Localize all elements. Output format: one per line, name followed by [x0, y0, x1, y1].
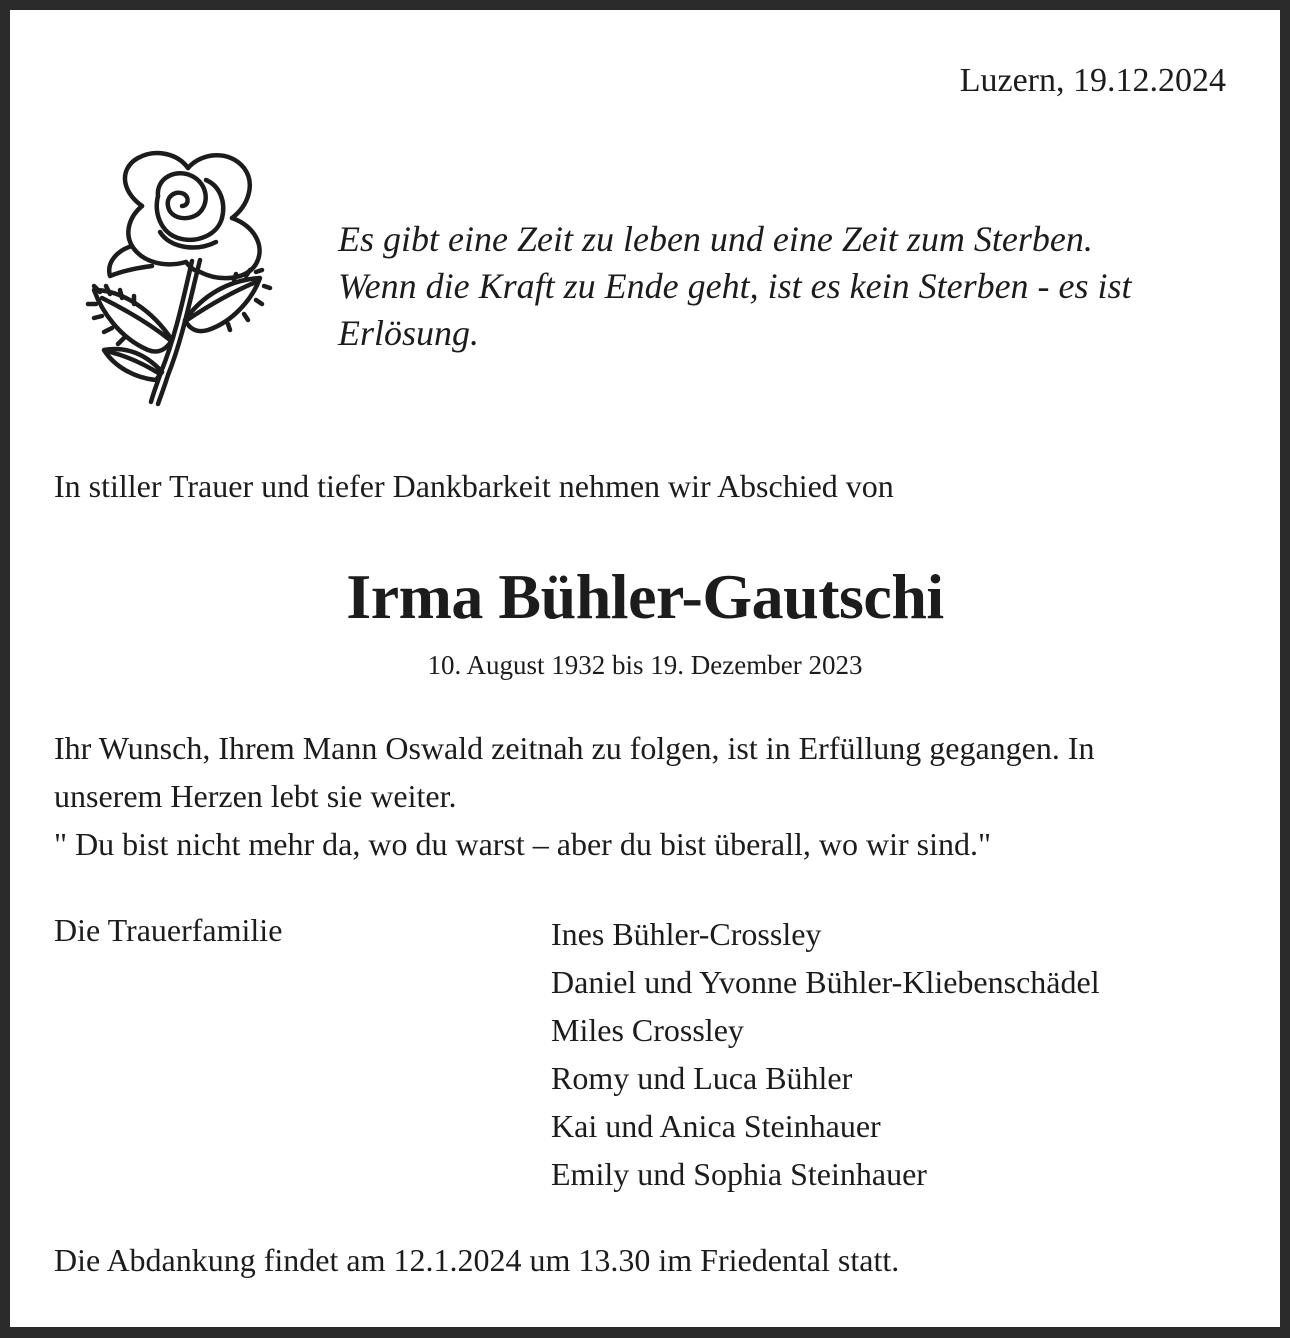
motto-quote: [338, 216, 1132, 357]
rose-icon: [60, 140, 295, 410]
motto-line: Erlösung.: [338, 313, 480, 353]
family-label: Die Trauerfamilie: [54, 912, 283, 948]
message-line: Ihr Wunsch, Ihrem Mann Oswald zeitnah zu folgen, ist in Erfüllung gegangen. In: [54, 730, 1095, 766]
message-line: unserem Herzen lebt sie weiter.: [54, 778, 457, 814]
family-member: Romy und Luca Bühler: [551, 1060, 853, 1096]
intro-text: In stiller Trauer und tiefer Dankbarkeit nehmen wir Abschied von: [54, 468, 894, 504]
family-member: Kai und Anica Steinhauer: [551, 1108, 881, 1144]
family-member: Emily und Sophia Steinhauer: [551, 1156, 927, 1192]
motto-line: Wenn die Kraft zu Ende geht, ist es kein Sterben - es ist: [338, 266, 1132, 306]
memorial-message: [54, 724, 1095, 868]
motto-line: Es gibt eine Zeit zu leben und eine Zeit zum Sterben.: [338, 219, 1093, 259]
family-member: Daniel und Yvonne Bühler-Kliebenschädel: [551, 964, 1100, 1000]
ceremony-info: Die Abdankung findet am 12.1.2024 um 13.30 im Friedental statt.: [54, 1242, 900, 1278]
place-date: Luzern, 19.12.2024: [959, 62, 1226, 99]
life-dates: 10. August 1932 bis 19. Dezember 2023: [427, 650, 863, 680]
message-line: " Du bist nicht mehr da, wo du warst – aber du bist überall, wo wir sind.": [54, 826, 992, 862]
family-members-list: [551, 910, 1100, 1198]
family-member: Ines Bühler-Crossley: [551, 916, 822, 952]
deceased-name: Irma Bühler-Gautschi: [346, 561, 944, 632]
family-member: Miles Crossley: [551, 1012, 744, 1048]
